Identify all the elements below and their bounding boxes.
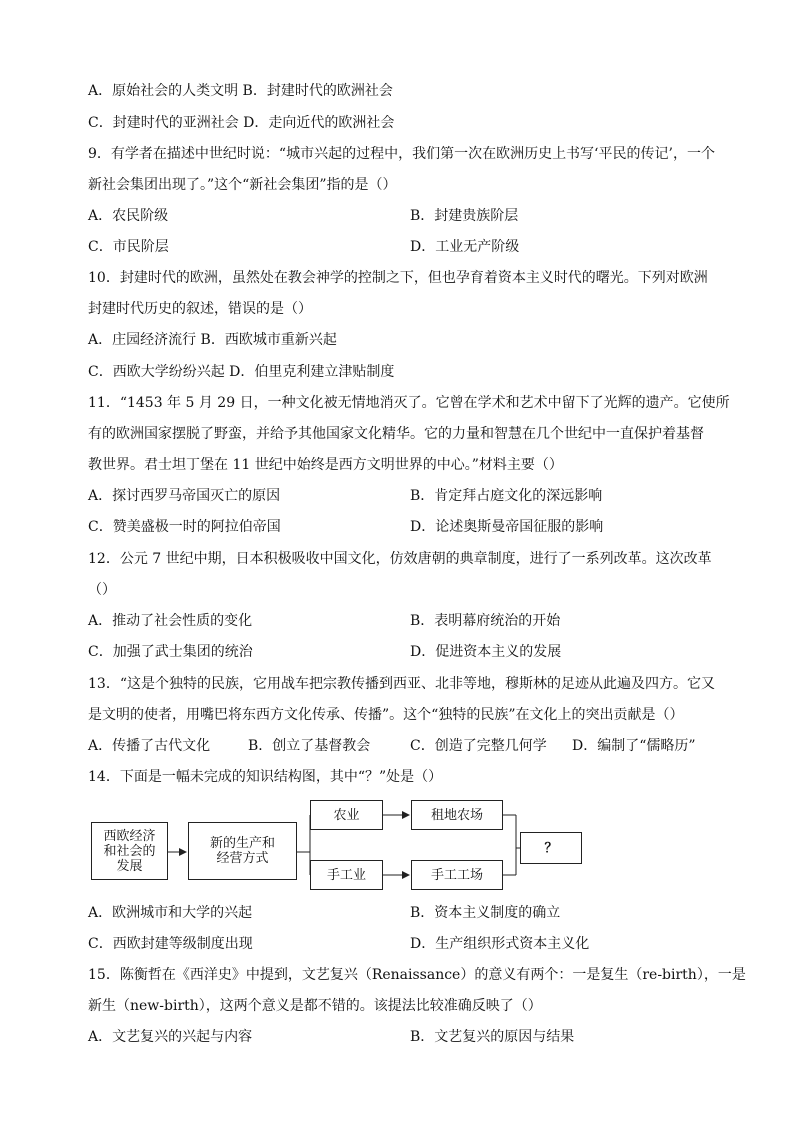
q8-options-cd: C．封建时代的亚洲社会 D．走向近代的欧洲社会 bbox=[88, 115, 395, 131]
q12-option-d: D．促进资本主义的发展 bbox=[410, 644, 562, 660]
q9-option-a: A．农民阶级 bbox=[88, 208, 169, 224]
q9-option-c: C．市民阶层 bbox=[88, 239, 169, 255]
box-handicraft: 手工业 bbox=[310, 860, 383, 890]
q12-option-c: C．加强了武士集团的统治 bbox=[88, 644, 253, 660]
q11-option-d: D．论述奥斯曼帝国征服的影响 bbox=[410, 519, 604, 535]
q15-option-b: B．文艺复兴的原因与结果 bbox=[410, 1029, 575, 1045]
q13-stem-line1: 13．“这是个独特的民族，它用战车把宗教传播到西亚、北非等地，穆斯林的足迹从此遍及四方。它又 bbox=[88, 676, 715, 692]
box-new-production-methods bbox=[188, 822, 297, 880]
q15-option-a: A．文艺复兴的兴起与内容 bbox=[88, 1029, 253, 1045]
knowledge-structure-diagram bbox=[88, 790, 598, 900]
q10-options-cd: C．西欧大学纷纷兴起 D．伯里克利建立津贴制度 bbox=[88, 364, 395, 380]
box1-line1: 西欧经济 bbox=[103, 828, 156, 844]
q12-option-b: B．表明幕府统治的开始 bbox=[410, 613, 561, 629]
q9-stem-line2: 新社会集团出现了。”这个“新社会集团”指的是（） bbox=[88, 177, 397, 193]
q12-stem-line1: 12．公元 7 世纪中期，日本积极吸收中国文化，仿效唐朝的典章制度，进行了一系列改革。这次改革 bbox=[88, 551, 712, 567]
q14-stem: 14．下面是一幅未完成的知识结构图，其中“？”处是（） bbox=[88, 769, 443, 785]
box-unknown-answer: ？ bbox=[520, 832, 582, 864]
q8-options-ab: A．原始社会的人类文明 B．封建时代的欧洲社会 bbox=[88, 83, 393, 99]
box-workshop-manufactory: 手工工场 bbox=[411, 860, 503, 890]
q11-stem-line3: 教世界。君士坦丁堡在 11 世纪中始终是西方文明世界的中心。”材料主要（） bbox=[88, 457, 563, 473]
box2-line1: 新的生产和 bbox=[209, 836, 275, 851]
q11-stem-line1: 11．“1453 年 5 月 29 日，一种文化被无情地消灭了。它曾在学术和艺术中留下了光辉的遗产。它使所 bbox=[88, 395, 730, 411]
q10-stem-line2: 封建时代历史的叙述，错误的是（） bbox=[88, 301, 312, 317]
q12-stem-line2: （） bbox=[88, 582, 116, 598]
q12-option-a: A．推动了社会性质的变化 bbox=[88, 613, 253, 629]
q10-options-ab: A．庄园经济流行 B．西欧城市重新兴起 bbox=[88, 332, 337, 348]
q13-stem-line2: 是文明的使者，用嘴巴将东西方文化传承、传播”。这个“独特的民族”在文化上的突出贡献是（） bbox=[88, 707, 684, 723]
q10-stem-line1: 10．封建时代的欧洲，虽然处在教会神学的控制之下，但也孕育着资本主义时代的曙光。下列对欧洲 bbox=[88, 270, 708, 286]
q13-option-a: A．传播了古代文化 bbox=[88, 738, 211, 754]
q13-option-c: C．创造了完整几何学 bbox=[410, 738, 547, 754]
q13-option-d: D．编制了“儒略历” bbox=[572, 738, 696, 754]
box-leased-farm: 租地农场 bbox=[411, 800, 503, 830]
box1-line3: 发展 bbox=[116, 858, 143, 874]
q11-stem-line2: 有的欧洲国家摆脱了野蛮，并给予其他国家文化精华。它的力量和智慧在几个世纪中一直保护着基督 bbox=[88, 426, 704, 442]
q9-stem-line1: 9．有学者在描述中世纪时说：“城市兴起的过程中，我们第一次在欧洲历史上书写‘平民的传记’，一个 bbox=[88, 146, 715, 162]
q15-stem-line2: 新生（new-birth），这两个意义是都不错的。该提法比较准确反映了（） bbox=[88, 998, 542, 1014]
q11-option-a: A．探讨西罗马帝国灭亡的原因 bbox=[88, 488, 281, 504]
q15-stem-line1: 15．陈衡哲在《西洋史》中提到，文艺复兴（Renaissance）的意义有两个：一是复生（re-birth），一是 bbox=[88, 967, 746, 983]
q14-option-b: B．资本主义制度的确立 bbox=[410, 905, 561, 921]
q9-option-b: B．封建贵族阶层 bbox=[410, 208, 519, 224]
q14-option-d: D．生产组织形式资本主义化 bbox=[410, 936, 590, 952]
box-western-europe-development bbox=[91, 822, 168, 880]
q11-option-b: B．肯定拜占庭文化的深远影响 bbox=[410, 488, 603, 504]
q13-option-b: B．创立了基督教会 bbox=[248, 738, 371, 754]
q11-option-c: C．赞美盛极一时的阿拉伯帝国 bbox=[88, 519, 281, 535]
q9-option-d: D．工业无产阶级 bbox=[410, 239, 520, 255]
box1-line2: 和社会的 bbox=[103, 843, 156, 859]
box-agriculture: 农业 bbox=[310, 800, 383, 830]
q14-option-a: A．欧洲城市和大学的兴起 bbox=[88, 905, 253, 921]
q14-option-c: C．西欧封建等级制度出现 bbox=[88, 936, 253, 952]
box2-line2: 经营方式 bbox=[216, 851, 269, 866]
